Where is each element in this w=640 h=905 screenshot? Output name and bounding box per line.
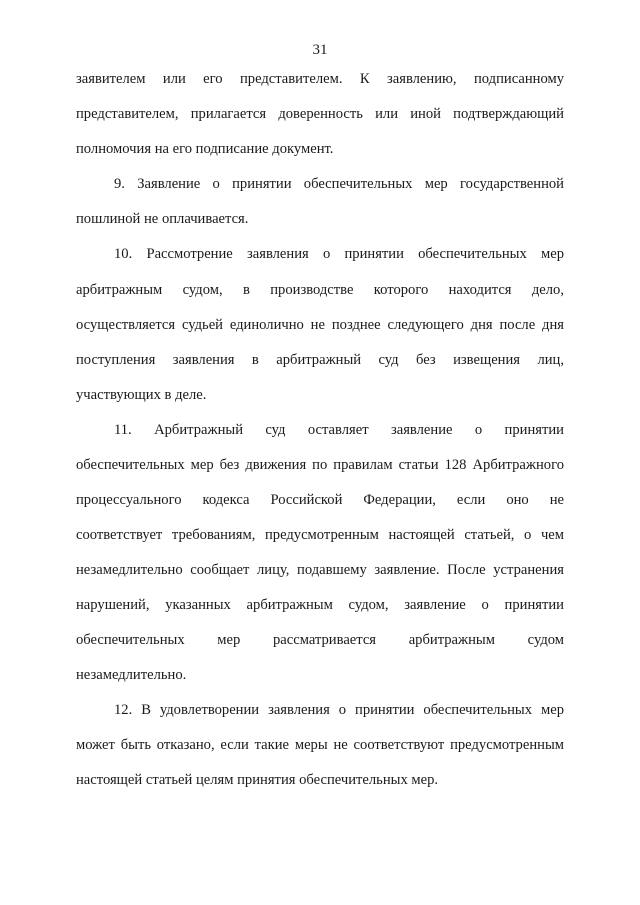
paragraph-10-line: поступления заявления в арбитражный суд без извещения лиц, <box>76 352 564 368</box>
text-line: представителем, прилагается доверенность или иной подтверждающий <box>76 106 564 122</box>
text-line: заявителем или его представителем. К заявлению, подписанному <box>76 71 564 87</box>
paragraph-11-line: незамедлительно сообщает лицу, подавшему заявление. После устранения <box>76 562 564 578</box>
paragraph-12-line: может быть отказано, если такие меры не соответствуют предусмотренным <box>76 737 564 753</box>
paragraph-11-line: незамедлительно. <box>76 667 187 683</box>
paragraph-12-line: 12. В удовлетворении заявления о принятии обеспечительных мер <box>114 702 564 718</box>
paragraph-10-line: 10. Рассмотрение заявления о принятии обеспечительных мер <box>114 246 564 262</box>
paragraph-10-line: осуществляется судьей единолично не позднее следующего дня после дня <box>76 317 564 333</box>
paragraph-11-line: обеспечительных мер без движения по правилам статьи 128 Арбитражного <box>76 457 564 473</box>
paragraph-11-line: 11. Арбитражный суд оставляет заявление о принятии <box>114 422 564 438</box>
paragraph-11-line: процессуального кодекса Российской Федерации, если оно не <box>76 492 564 508</box>
paragraph-10-line: арбитражным судом, в производстве которого находится дело, <box>76 282 564 298</box>
paragraph-12-line: настоящей статьей целям принятия обеспечительных мер. <box>76 772 439 788</box>
paragraph-10-line: участвующих в деле. <box>76 387 207 403</box>
paragraph-9-line: пошлиной не оплачивается. <box>76 211 249 227</box>
paragraph-11-line: нарушений, указанных арбитражным судом, заявление о принятии <box>76 597 564 613</box>
paragraph-11-line: соответствует требованиям, предусмотренным настоящей статьей, о чем <box>76 527 564 543</box>
paragraph-11-line: обеспечительных мер рассматривается арбитражным судом <box>76 632 564 648</box>
page-number: 31 <box>312 42 328 58</box>
text-line: полномочия на его подписание документ. <box>76 141 334 157</box>
paragraph-9-line: 9. Заявление о принятии обеспечительных мер государственной <box>114 176 564 192</box>
